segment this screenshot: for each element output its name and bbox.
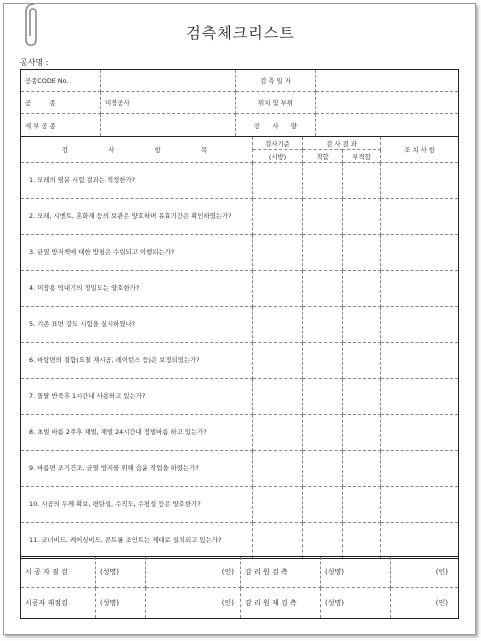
header-standard: 검사기준 (253, 137, 303, 150)
checklist-question: 10. 시공의 두께 확보, 평탄성, 수직도, 수평성 등은 양호한가? (21, 487, 253, 523)
work-code-value[interactable] (101, 70, 236, 92)
supervisor-seal-field[interactable]: (인) (391, 557, 459, 588)
standard-cell[interactable] (253, 199, 303, 235)
action-cell[interactable] (381, 307, 459, 343)
ng-cell[interactable] (343, 451, 381, 487)
checklist-table (20, 136, 459, 559)
checklist-question: 8. 초벌 바름 2주후 재벌, 재벌 24시간내 정벌바름 하고 있는가? (21, 415, 253, 451)
checklist-question: 5. 기존 표면 강도 시험을 실시하였나? (21, 307, 253, 343)
ok-cell[interactable] (303, 199, 343, 235)
standard-cell[interactable] (253, 487, 303, 523)
ok-cell[interactable] (303, 451, 343, 487)
standard-cell[interactable] (253, 343, 303, 379)
ok-cell[interactable] (303, 487, 343, 523)
ng-cell[interactable] (343, 487, 381, 523)
checklist-question: 1. 모레의 염분 시험 결과는 적정한가? (21, 163, 253, 199)
checklist-row (21, 199, 459, 235)
action-cell[interactable] (381, 379, 459, 415)
ng-cell[interactable] (343, 379, 381, 415)
checklist-row (21, 235, 459, 271)
ok-cell[interactable] (303, 523, 343, 559)
ok-cell[interactable] (303, 307, 343, 343)
supervisor-recheck-seal-field[interactable]: (인) (391, 588, 459, 619)
checklist-question: 4. 미장용 먹내기의 정밀도는 양호한가? (21, 271, 253, 307)
standard-cell[interactable] (253, 415, 303, 451)
checklist-row (21, 343, 459, 379)
ok-cell[interactable] (303, 271, 343, 307)
header-action: 조 치 사 항 (381, 137, 459, 163)
checklist-row (21, 451, 459, 487)
header-standard-sub: (시방) (253, 150, 303, 163)
checklist-question: 3. 균열 방지책에 대한 방침은 수립되고 이행되는가? (21, 235, 253, 271)
header-ok: 적합 (303, 150, 343, 163)
standard-cell[interactable] (253, 163, 303, 199)
inspection-date-value[interactable] (316, 70, 459, 92)
header-result: 검 사 결 과 (303, 137, 381, 150)
work-type-value[interactable]: 미장공사 (101, 92, 236, 114)
ok-cell[interactable] (303, 415, 343, 451)
checklist-row (21, 379, 459, 415)
info-table (20, 69, 459, 137)
checklist-row (21, 163, 459, 199)
checklist-question: 9. 바름면 조기건조, 균열 방지를 위해 습윤 작업을 하였는가? (21, 451, 253, 487)
supervisor-name-field[interactable]: (성명) (321, 557, 391, 588)
checklist-row (21, 307, 459, 343)
checklist-row (21, 523, 459, 559)
supervisor-check-label: 감 리 원 검 측 (241, 557, 321, 588)
action-cell[interactable] (381, 235, 459, 271)
supervisor-recheck-label: 감 리 원 재 검 측 (241, 588, 321, 619)
checklist-row (21, 487, 459, 523)
standard-cell[interactable] (253, 523, 303, 559)
detail-work-label: 세 부 공 종 (21, 114, 101, 137)
ok-cell[interactable] (303, 235, 343, 271)
quantity-label: 공 사 량 (236, 114, 316, 137)
ng-cell[interactable] (343, 271, 381, 307)
contractor-seal-field[interactable]: (인) (146, 557, 241, 588)
project-name-label: 공사명 : (20, 58, 49, 67)
action-cell[interactable] (381, 199, 459, 235)
header-item: 검 사 항 목 (21, 137, 253, 163)
header-ng: 부적합 (343, 150, 381, 163)
document-title: 검측체크리스트 (186, 24, 295, 42)
supervisor-recheck-name-field[interactable]: (성명) (321, 588, 391, 619)
signoff-table (20, 556, 459, 619)
checklist-question: 6. 바탕면의 결함(요철 재시공, 레이턴스 등)은 보정되었는가? (21, 343, 253, 379)
contractor-check-label: 시 공 자 점 검 (21, 557, 96, 588)
standard-cell[interactable] (253, 307, 303, 343)
action-cell[interactable] (381, 415, 459, 451)
ng-cell[interactable] (343, 307, 381, 343)
action-cell[interactable] (381, 163, 459, 199)
ok-cell[interactable] (303, 379, 343, 415)
action-cell[interactable] (381, 343, 459, 379)
checklist-question: 11. 코너비드, 케이싱비드, 콘트롤 조인트는 제대로 설치되고 있는가? (21, 523, 253, 559)
checklist-row (21, 271, 459, 307)
standard-cell[interactable] (253, 271, 303, 307)
contractor-recheck-seal-field[interactable]: (인) (146, 588, 241, 619)
ok-cell[interactable] (303, 343, 343, 379)
checklist-question: 7. 몰탈 반죽후 1시간내 사용하고 있는가? (21, 379, 253, 415)
contractor-name-field[interactable]: (성명) (96, 557, 146, 588)
contractor-recheck-label: 시공자 재점검 (21, 588, 96, 619)
action-cell[interactable] (381, 451, 459, 487)
action-cell[interactable] (381, 271, 459, 307)
ok-cell[interactable] (303, 163, 343, 199)
quantity-value[interactable] (316, 114, 459, 137)
action-cell[interactable] (381, 523, 459, 559)
contractor-recheck-name-field[interactable]: (성명) (96, 588, 146, 619)
standard-cell[interactable] (253, 235, 303, 271)
work-code-label: 공종CODE No. (21, 70, 101, 92)
checklist-question: 2. 모래, 시멘트, 혼화재 등의 보관은 양호하며 유효기간은 확인하였는가? (21, 199, 253, 235)
detail-work-value[interactable] (101, 114, 236, 137)
ng-cell[interactable] (343, 415, 381, 451)
action-cell[interactable] (381, 487, 459, 523)
ng-cell[interactable] (343, 163, 381, 199)
ng-cell[interactable] (343, 235, 381, 271)
standard-cell[interactable] (253, 379, 303, 415)
ng-cell[interactable] (343, 343, 381, 379)
checklist-row (21, 415, 459, 451)
location-label: 위치 및 부위 (236, 92, 316, 114)
standard-cell[interactable] (253, 451, 303, 487)
ng-cell[interactable] (343, 523, 381, 559)
inspection-date-label: 검 측 일 자 (236, 70, 316, 92)
work-type-label: 공 종 (21, 92, 101, 114)
ng-cell[interactable] (343, 199, 381, 235)
location-value[interactable] (316, 92, 459, 114)
